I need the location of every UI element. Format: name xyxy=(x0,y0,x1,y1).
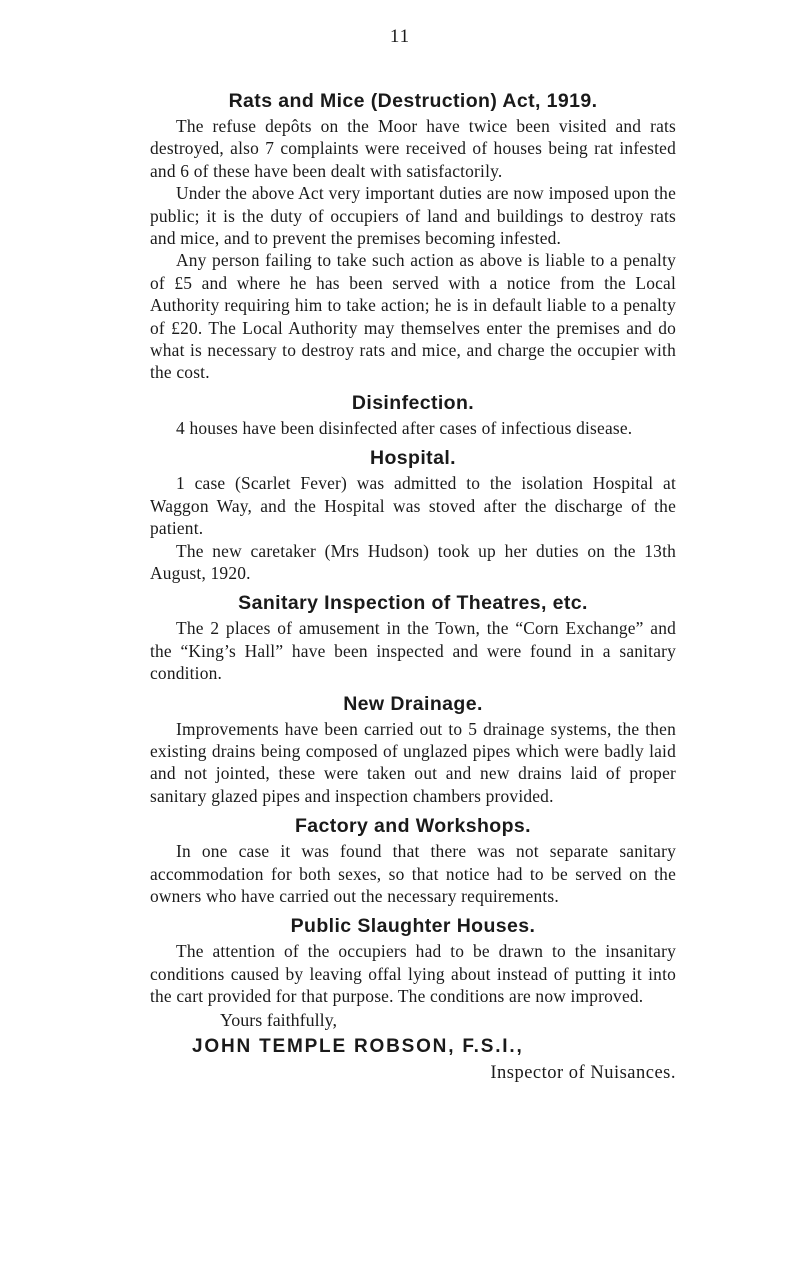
section-heading-disinfection: Disinfection. xyxy=(351,391,475,414)
paragraph-new-drainage: Improvements have been carried out to 5 drainage systems, the then existing drains being composed of unglazed pipes which were badly laid and not jointed, these were taken out and new drains laid of proper sanitary glazed pipes and inspection chambers provided. xyxy=(150,718,676,806)
signatory-title: Inspector of Nuisances. xyxy=(490,1062,676,1083)
section-heading-rats-and-mice: Rats and Mice (Destruction) Act, 1919. xyxy=(228,90,598,112)
paragraph-refuse-depots: The refuse depôts on the Moor have twice been visited and rats destroyed, also 7 complaints were received of houses being rat infested and 6 of these have been dealt with satisfactorily. xyxy=(150,116,676,181)
paragraph-slaughter-houses: The attention of the occupiers had to be drawn to the insanitary conditions caused by leaving offal lying about instead of putting it into the cart provided for that purpose. The conditions are now improved. xyxy=(150,941,676,1007)
paragraph-disinfection: 4 houses have been disinfected after cases of infectious disease. xyxy=(176,417,633,438)
paragraph-hospital-case: 1 case (Scarlet Fever) was admitted to the isolation Hospital at Waggon Way, and the Hospital was stoved after the discharge of the patient. xyxy=(150,473,676,539)
section-heading-hospital: Hospital. xyxy=(370,447,456,470)
paragraph-factory-workshops: In one case it was found that there was not separate sanitary accommodation for both sexes, so that notice had to be served on the owners who have carried out the necessary requirements. xyxy=(150,841,676,906)
paragraph-penalty: Any person failing to take such action as above is liable to a penalty of £5 and where he has been served with a notice from the Local Authority requiring him to take action; he is in default liable to a penalty of £20. The Local Authority may themselves enter the premises and do what is necessary to destroy rats and mice, and charge the occupier with the cost. xyxy=(150,250,676,383)
page-number: 11 xyxy=(389,26,411,47)
paragraph-hospital-caretaker: The new caretaker (Mrs Hudson) took up her duties on the 13th August, 1920. xyxy=(150,540,676,583)
section-heading-factory-workshops: Factory and Workshops. xyxy=(295,815,531,838)
paragraph-theatres: The 2 places of amusement in the Town, the “Corn Exchange” and the “King’s Hall” have been inspected and were found in a sanitary condition. xyxy=(150,618,676,684)
section-heading-theatres: Sanitary Inspection of Theatres, etc. xyxy=(238,592,588,615)
closing-salutation: Yours faithfully, xyxy=(220,1009,338,1030)
report-body xyxy=(150,64,676,1086)
signature-name: JOHN TEMPLE ROBSON, F.S.I., xyxy=(192,1035,524,1057)
paragraph-duties-imposed: Under the above Act very important duties are now imposed upon the public; it is the duty of occupiers of land and buildings to destroy rats and mice, and to prevent the premises becoming infested. xyxy=(150,183,676,249)
section-heading-slaughter-houses: Public Slaughter Houses. xyxy=(290,915,536,938)
section-heading-new-drainage: New Drainage. xyxy=(343,692,483,715)
